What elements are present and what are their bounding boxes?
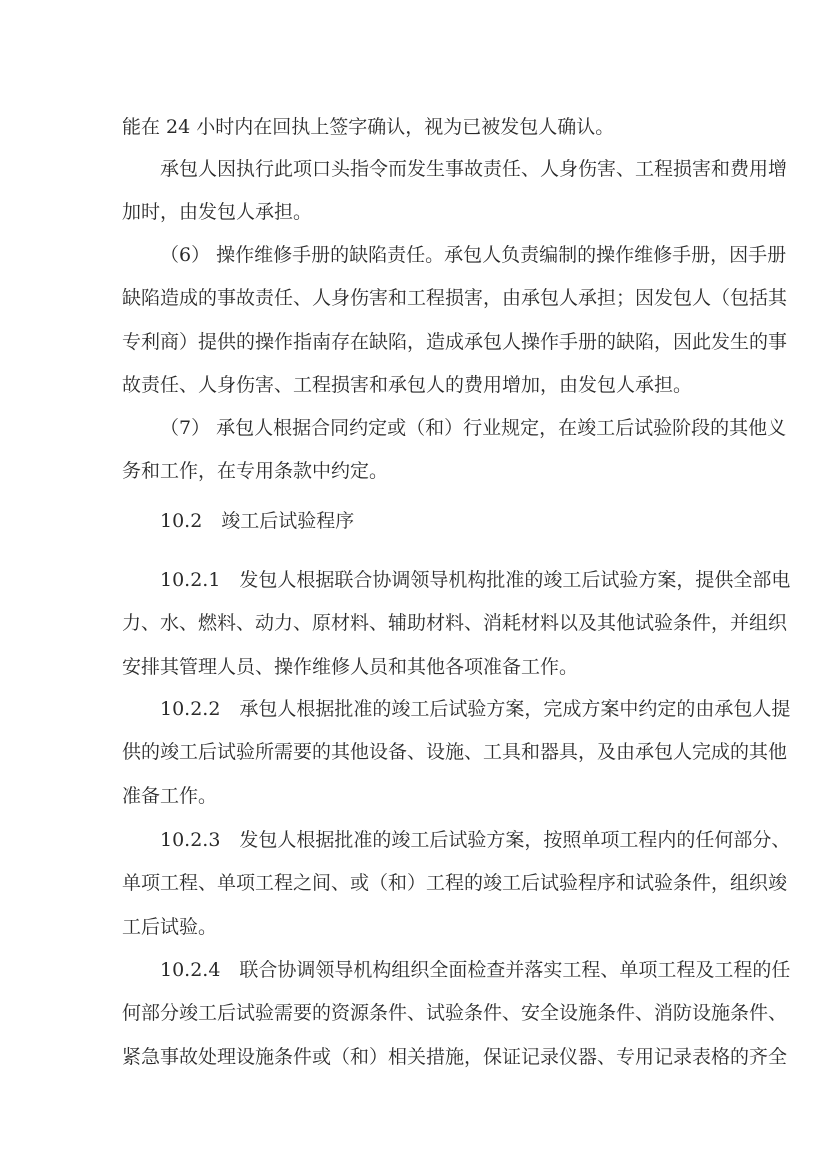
text-line: 能在 24 小时内在回执上签字确认，视为已被发包人确认。 (122, 116, 615, 138)
text-line: 专利商）提供的操作指南存在缺陷，造成承包人操作手册的缺陷，因此发生的事 (122, 330, 788, 353)
text-line: 加时，由发包人承担。 (122, 201, 313, 224)
text-line: 供的竣工后试验所需要的其他设备、设施、工具和器具，及由承包人完成的其他 (122, 741, 788, 764)
text-line: （6） 操作维修手册的缺陷责任。承包人负责编制的操作维修手册，因手册 (160, 244, 787, 266)
text-line: 10.2.1 发包人根据联合协调领导机构批准的竣工后试验方案，提供全部电 (160, 569, 791, 591)
text-line: 故责任、人身伤害、工程损害和承包人的费用增加，由发包人承担。 (122, 373, 693, 396)
text-line: 力、水、燃料、动力、原材料、辅助材料、消耗材料以及其他试验条件，并组织 (122, 612, 788, 635)
text-line: 何部分竣工后试验需要的资源条件、试验条件、安全设施条件、消防设施条件、 (122, 1002, 788, 1025)
text-line: 紧急事故处理设施条件或（和）相关措施，保证记录仪器、专用记录表格的齐全 (122, 1045, 788, 1068)
text-line: 承包人因执行此项口头指令而发生事故责任、人身伤害、工程损害和费用增 (160, 158, 788, 180)
text-line: 准备工作。 (122, 784, 218, 807)
text-line: 工后试验。 (122, 915, 218, 938)
text-line: 10.2 竣工后试验程序 (160, 510, 355, 532)
text-line: 安排其管理人员、操作维修人员和其他各项准备工作。 (122, 655, 579, 678)
text-line: 缺陷造成的事故责任、人身伤害和工程损害，由承包人承担；因发包人（包括其 (122, 287, 788, 310)
text-line: 务和工作，在专用条款中约定。 (122, 460, 389, 483)
text-line: 10.2.4 联合协调领导机构组织全面检查并落实工程、单项工程及工程的任 (160, 959, 791, 981)
text-line: （7） 承包人根据合同约定或（和）行业规定，在竣工后试验阶段的其他义 (160, 417, 787, 439)
text-line: 单项工程、单项工程之间、或（和）工程的竣工后试验程序和试验条件，组织竣 (122, 872, 788, 895)
text-line: 10.2.2 承包人根据批准的竣工后试验方案，完成方案中约定的由承包人提 (160, 698, 791, 720)
text-line: 10.2.3 发包人根据批准的竣工后试验方案，按照单项工程内的任何部分、 (160, 829, 791, 851)
